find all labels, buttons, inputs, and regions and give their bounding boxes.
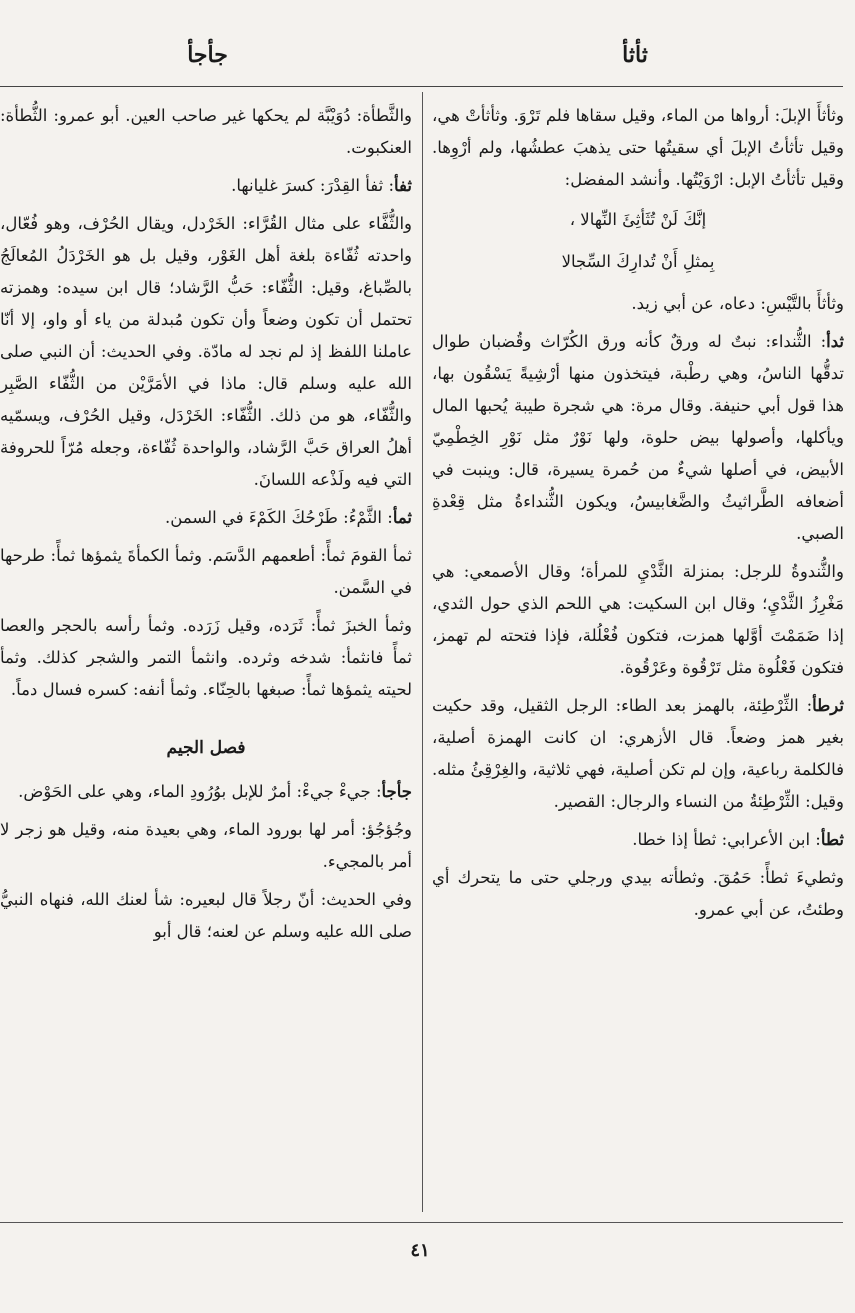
left-column [0, 100, 412, 954]
dictionary-entry [432, 824, 844, 856]
paragraph: وثأثأَ الإبلَ: أرواها من الماء، وقيل سقاها فلم تَرْوَ. وثأثأتْ هي، وقيل تأثأتُ الإبلَ أي سقيتُها حتى يذهبَ عطشُها، ولم أرْوِها. وقيل تأثأتُ الإبل: ارْوَيْتُها. وأنشد المفضل: [432, 106, 844, 189]
entry-headword: ثمأ [392, 508, 412, 527]
paragraph: وثطيءَ ثطأً: حَمُقَ. وثطأته بيدي ورجلي حتى ما يتحرك أي وطئتُ، عن أبي عمرو. [432, 868, 844, 919]
verse-line: إنَّكَ لَنْ تُثَأثِئَ النِّهالا ، [569, 210, 707, 229]
paragraph: والثَّطأة: دُوَيْبَّة لم يحكها غير صاحب العين. أبو عمرو: الثُّطأة: العنكبوت. [0, 106, 412, 157]
paragraph: وفي الحديث: أنّ رجلاً قال لبعيره: شأ لعنك الله، فنهاه النبيُّ صلى الله عليه وسلم عن لعنه؛ قال أبو [0, 890, 412, 941]
footer-rule [0, 1222, 843, 1223]
dictionary-entry [432, 690, 844, 818]
entry-definition: : ثفأ القِدْرَ: كسرَ غليانها. [231, 176, 395, 195]
entry-headword: جأجأ [381, 782, 412, 801]
entry-definition: : جيءْ جيءْ: أمرٌ للإبل بوُرُودِ الماء، وهي على الحَوْض. [18, 782, 382, 801]
right-column [432, 100, 844, 932]
paragraph: والثُّندوةُ للرجل: بمنزلة الثَّدْيِ للمرأة؛ وقال الأصمعي: هي مَغْرِزُ الثَّدْيِ؛ وقال ابن السكيت: هي اللحم الذي حول الثدي، إذا ضَمَمْتَ أوَّلها همزت، فتكون فُعْلُلة، فإذا فتحته لم تهمز، فتكون فَعْلُوة مثل تَرْقُوة وعَرْقُوة. [432, 562, 844, 677]
entry-headword: ثطأ [820, 830, 844, 849]
paragraph: وثمأ الخبزَ ثمأً: ثَرَده، وقيل زَرَده. وثمأ رأسه بالحجر والعصا ثمأً فانثمأ: شدخه وثرده. وانثمأ التمر والشجر كذلك. وثمأ لحيته يثمؤها ثمأً: صبغها بالحِنّاء. وثمأ أنفه: كسره فسال دماً. [0, 616, 412, 699]
entry-definition: : الثِّرْطِئة، بالهمز بعد الطاء: الرجل الثقيل، وقد حكيت بغير همز وضعاً. قال الأزهري: ان كانت الهمزة أصلية، فالكلمة رباعية، وإن لم تكن أصلية، فهي ثلاثية، والغِرْقِئُ مثله. وقيل: الثِّرْطِئةُ من النساء والرجال: القصير. [432, 696, 844, 811]
dictionary-entry [0, 502, 412, 534]
entry-definition: : الثُّنداء: نبتٌ له ورقٌ كأنه ورق الكُرّاث وقُضبان طوال تدقُّها الناسُ، وهي رطْبة، فيتخذون منها أرْشِيةً يَسْقُون بها، هذا قول أبي حنيفة. وقال مرة: هي شجرة طيبة يُحبها المال ويأكلها، وأصولها بيض حلوة، ولها نَوْرٌ مثل نَوْرِ الخِطْمِيّ الأبيض، في أصلها شيءٌ من حُمرة يسيرة، قال: وينبت في أضعافه الطَّراثيثُ والضَّغابيسُ، ويكون الثُّنداءةُ مثل قِعْدةِ الصبي. [432, 332, 844, 543]
paragraph: والثُّفَّاء على مثال القُرَّاء: الخَرْدل، ويقال الحُرْف، وهو فُعّال، واحدته ثُفّاءة بلغة أهل الغَوْر، وقيل بل هو الخَرْدَلُ المُعالَجُ بالصِّباغ، وقيل: الثُّفّاء: حَبُّ الرَّشاد؛ قال ابن سيده: وهمزته تحتمل أن تكون وضعاً وأن تكون مُبدلة من ياء أو واو، إلا أنّا عاملنا اللفظ إذ لم نجد له مادّة. وفي الحديث: أن النبي صلى الله عليه وسلم قال: ماذا في الأمَرَّيْن من الثُّفّاء الصَّبِر والثُّفّاء، هو من ذلك. الثُّفّاء: الخَرْدَل، وقيل الحُرْف، ويسمّيه أهلُ العراق حَبَّ الرَّشاد، والواحدة ثُفّاءة، وجعله مُرّاً للحروفة التي فيه ولَذْعه اللسانَ. [0, 214, 412, 489]
dictionary-entry [432, 326, 844, 550]
entry-definition: : الثَّمْءُ: طَرْحُكَ الكَمْءَ في السمن. [165, 508, 393, 527]
column-divider [422, 92, 423, 1212]
header-rule [0, 86, 843, 87]
section-title: فصل الجيم [166, 738, 246, 758]
paragraph: ثمأ القومَ ثمأً: أطعمهم الدَّسَم. وثمأ الكمأةَ يثمؤها ثمأً: طرحها في السَّمن. [0, 546, 412, 597]
entry-headword: ثفأ [394, 176, 412, 195]
entry-headword: ثرطأ [812, 696, 844, 715]
dictionary-entry [0, 776, 412, 808]
entry-headword: ثدأ [826, 332, 844, 351]
dictionary-entry [0, 170, 412, 202]
entry-definition: : ابن الأعرابي: ثطأ إذا خطا. [632, 830, 821, 849]
running-head-right: ثأثأ [622, 42, 648, 68]
paragraph: وجُؤجُؤ: أمر لها بورود الماء، وهي بعيدة منه، وقيل هو زجر لا أمر بالمجيء. [0, 820, 412, 871]
verse-line: بِمثلِ أَنْ تُدارِكَ السِّجالا [561, 252, 715, 271]
page-number: ٤١ [410, 1240, 430, 1261]
paragraph: وثأثأَ بالتَّيْسِ: دعاه، عن أبي زيد. [631, 294, 844, 313]
running-head-left: جأجأ [187, 42, 228, 68]
